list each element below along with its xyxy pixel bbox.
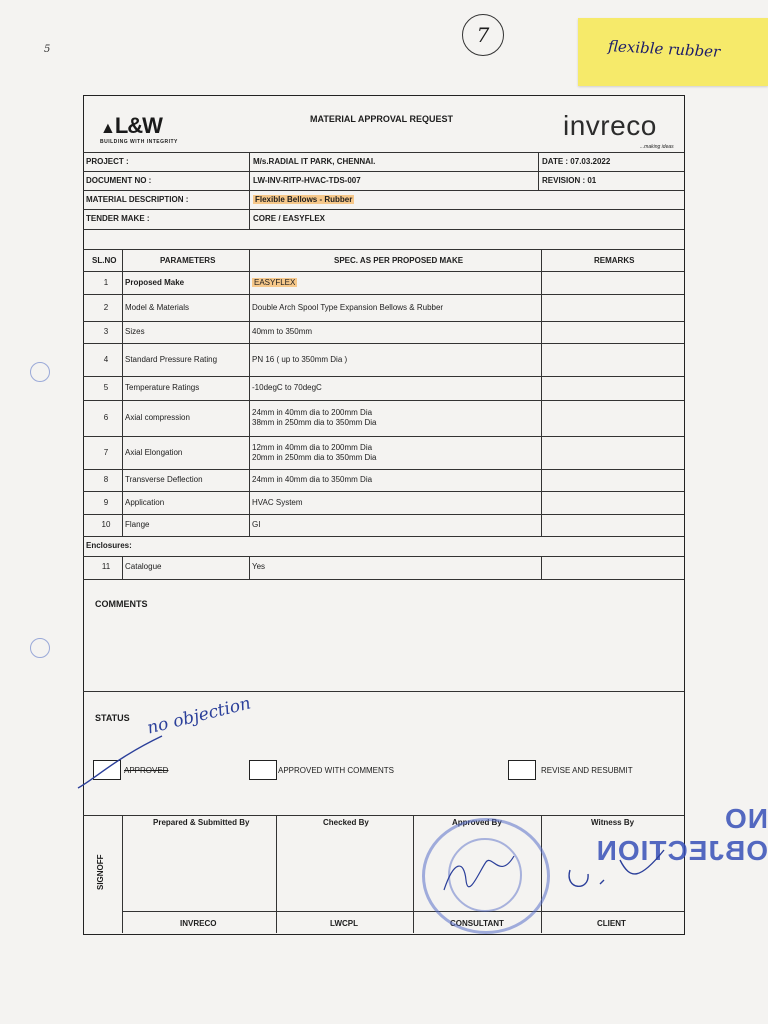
handwritten-tick-icon [76, 728, 169, 798]
enclosures-label: Enclosures: [86, 541, 132, 550]
enclosure-row-spec: Yes [252, 562, 266, 571]
row-parameter: Transverse Deflection [125, 475, 203, 484]
col-header-parameters: PARAMETERS [160, 256, 216, 265]
consultant-sign-label: CONSULTANT [450, 919, 504, 928]
status-label: STATUS [95, 713, 130, 723]
client-signature-icon [560, 840, 670, 900]
row-spec: PN 16 ( up to 350mm Dia ) [252, 354, 348, 364]
comments-label: COMMENTS [95, 599, 148, 609]
page-title: MATERIAL APPROVAL REQUEST [310, 114, 454, 124]
row-spec: GI [252, 520, 261, 529]
signoff-label: SIGNOFF [96, 854, 105, 890]
material-value: Flexible Bellows - Rubber [255, 195, 353, 204]
invreco-logo: invreco [563, 110, 657, 141]
row-parameter: Temperature Ratings [125, 383, 200, 392]
invreco-tagline: ...making ideas [640, 144, 674, 150]
project-value: M/s.RADIAL IT PARK, CHENNAI. [253, 157, 376, 166]
date-value: DATE : 07.03.2022 [542, 157, 611, 166]
row-spec: -10degC to 70degC [252, 383, 322, 392]
row-number: 6 [103, 413, 109, 422]
project-label: PROJECT : [86, 157, 129, 166]
checked-by-label: Checked By [323, 818, 369, 827]
col-header-spec: SPEC. AS PER PROPOSED MAKE [334, 256, 464, 265]
row-parameter: Proposed Make [125, 277, 185, 287]
row-number: 7 [103, 447, 109, 457]
approved-with-comments-checkbox[interactable] [249, 760, 277, 780]
row-number: 5 [103, 383, 109, 392]
row-parameter: Axial Elongation [125, 447, 183, 457]
tender-value: CORE / EASYFLEX [253, 214, 326, 223]
approved-by-label: Approved By [452, 818, 502, 827]
lwcpl-sign-label: LWCPL [330, 919, 358, 928]
approved-label: APPROVED [124, 766, 169, 775]
punch-hole-icon [30, 362, 50, 382]
enclosure-row-parameter: Catalogue [125, 562, 162, 571]
document-value: LW-INV-RITP-HVAC-TDS-007 [253, 176, 361, 185]
row-number: 10 [101, 520, 111, 529]
prepared-by-label: Prepared & Submitted By [153, 818, 250, 827]
row-spec: 24mm in 40mm dia to 350mm Dia [252, 475, 373, 484]
revise-resubmit-checkbox[interactable] [508, 760, 536, 780]
row-spec-line2: 38mm in 250mm dia to 350mm Dia [252, 418, 377, 427]
row-spec: Double Arch Spool Type Expansion Bellows & Rubber [252, 302, 444, 312]
punch-hole-icon [30, 638, 50, 658]
revision-value: REVISION : 01 [542, 176, 597, 185]
approved-with-comments-label: APPROVED WITH COMMENTS [278, 766, 395, 775]
row-number: 3 [103, 327, 109, 336]
signature-scribble-icon [440, 850, 520, 900]
row-parameter: Application [125, 497, 165, 507]
margin-mark: 5 [44, 44, 51, 55]
row-parameter: Axial compression [125, 413, 190, 422]
col-header-slno: SL.NO [92, 256, 117, 265]
row-spec: 24mm in 40mm dia to 200mm Dia [252, 408, 373, 417]
tender-label: TENDER MAKE : [86, 214, 150, 223]
enclosure-row-number: 11 [101, 562, 111, 571]
row-spec: HVAC System [252, 497, 303, 507]
row-number: 4 [103, 354, 109, 364]
row-spec: 40mm to 350mm [252, 327, 313, 336]
sticky-note-text: flexible rubber [607, 37, 721, 61]
col-header-remarks: REMARKS [594, 256, 635, 265]
sticky-note [578, 18, 768, 86]
revise-resubmit-label: REVISE AND RESUBMIT [541, 766, 633, 775]
row-parameter: Model & Materials [125, 302, 190, 312]
row-spec: EASYFLEX [254, 277, 296, 287]
row-number: 1 [103, 277, 109, 287]
handwritten-status: no objection [145, 693, 253, 739]
row-parameter: Flange [125, 520, 150, 529]
lw-logo: ▲L&W BUILDING WITH INTEGRITY [100, 113, 178, 145]
material-label: MATERIAL DESCRIPTION : [86, 195, 189, 204]
row-spec: 12mm in 40mm dia to 200mm Dia [252, 442, 373, 452]
row-number: 8 [103, 475, 109, 484]
row-spec-line2: 20mm in 250mm dia to 350mm Dia [252, 452, 377, 462]
document-label: DOCUMENT NO : [86, 176, 152, 185]
row-number: 2 [103, 302, 109, 312]
client-sign-label: CLIENT [597, 919, 626, 928]
row-number: 9 [103, 497, 109, 507]
invreco-sign-label: INVRECO [180, 919, 217, 928]
no-objection-stamp: NO OBJECTION [595, 803, 768, 866]
witness-by-label: Witness By [591, 818, 635, 827]
row-parameter: Sizes [125, 327, 145, 336]
row-parameter: Standard Pressure Rating [125, 354, 218, 364]
page-number-circle: 7 [462, 14, 504, 56]
